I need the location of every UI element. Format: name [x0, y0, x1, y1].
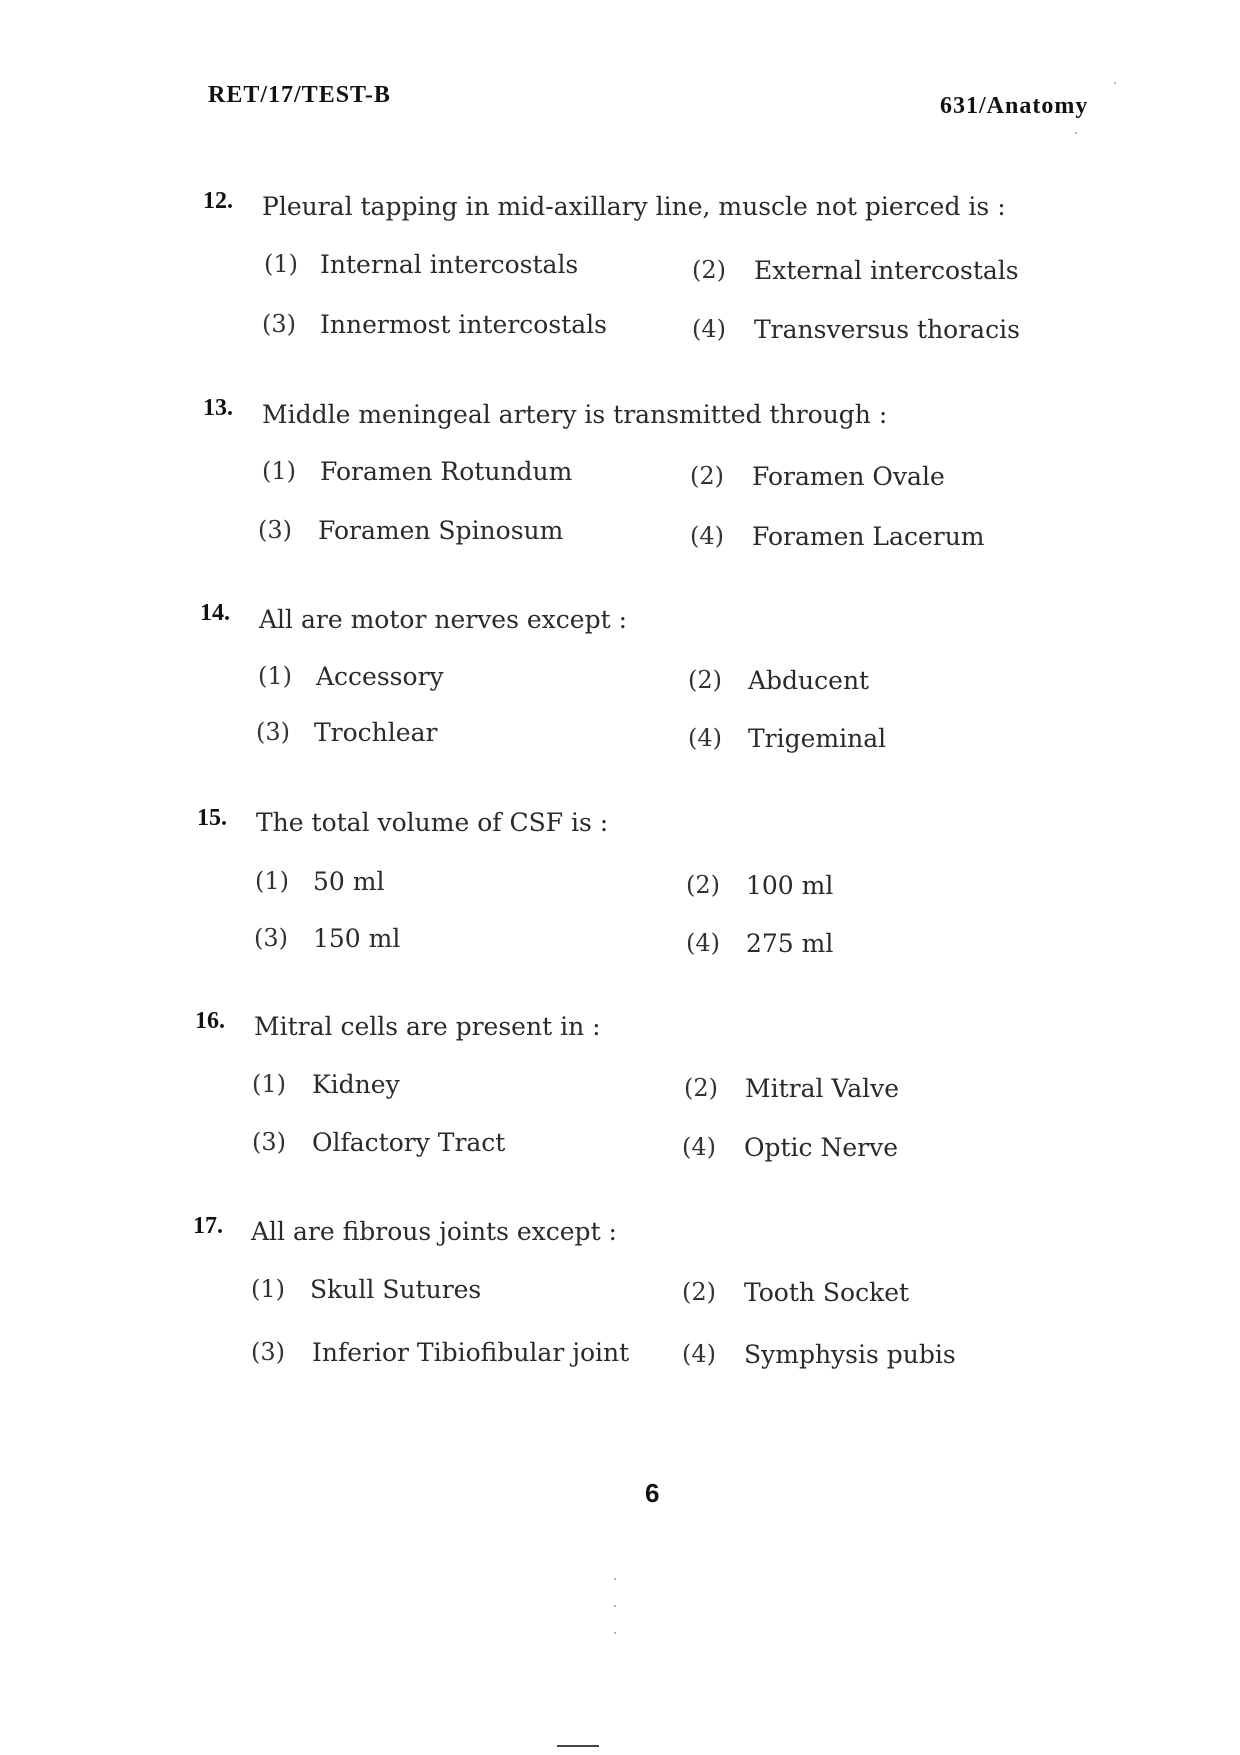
option-label: Tooth Socket	[744, 1278, 910, 1307]
option-label: 275 ml	[746, 929, 834, 958]
option-index: (4)	[682, 1133, 716, 1161]
question-number: 15.	[197, 805, 227, 831]
subject-label: 631/Anatomy	[940, 93, 1089, 119]
question-text: The total volume of CSF is :	[256, 808, 609, 837]
question-number: 13.	[203, 395, 233, 421]
option-index: (4)	[688, 724, 722, 752]
option-index: (3)	[254, 924, 288, 952]
option-index: (4)	[690, 522, 724, 550]
bottom-rule	[557, 1745, 599, 1747]
question-number: 12.	[203, 188, 233, 214]
option-index: (4)	[686, 929, 720, 957]
option-index: (1)	[255, 867, 289, 895]
option-index: (2)	[690, 462, 724, 490]
option-index: (2)	[692, 256, 726, 284]
option-index: (1)	[251, 1275, 285, 1303]
scan-speck	[614, 1605, 616, 1607]
option-index: (3)	[258, 516, 292, 544]
option-label: Olfactory Tract	[312, 1128, 506, 1157]
scan-speck	[1114, 82, 1116, 84]
option-label: Trochlear	[314, 718, 438, 747]
option-index: (1)	[262, 457, 296, 485]
option-label: Symphysis pubis	[744, 1340, 956, 1369]
question-number: 16.	[195, 1008, 225, 1034]
option-index: (3)	[252, 1128, 286, 1156]
option-index: (2)	[684, 1074, 718, 1102]
question-text: Middle meningeal artery is transmitted through :	[262, 400, 888, 429]
option-label: 50 ml	[313, 867, 385, 896]
question-text: All are fibrous joints except :	[251, 1217, 617, 1246]
option-label: Accessory	[316, 662, 444, 691]
option-index: (2)	[686, 871, 720, 899]
exam-code: RET/17/TEST-B	[208, 82, 391, 108]
question-text: Pleural tapping in mid-axillary line, muscle not pierced is :	[262, 192, 1006, 221]
option-label: Transversus thoracis	[754, 315, 1020, 344]
option-label: 150 ml	[313, 924, 401, 953]
option-index: (1)	[252, 1070, 286, 1098]
option-index: (4)	[692, 315, 726, 343]
option-index: (3)	[262, 310, 296, 338]
scan-speck	[614, 1578, 616, 1580]
question-number: 17.	[193, 1213, 223, 1239]
page-number: 6	[645, 1478, 660, 1508]
option-label: Inferior Tibiofibular joint	[312, 1338, 630, 1367]
option-label: 100 ml	[746, 871, 834, 900]
option-label: Foramen Spinosum	[318, 516, 564, 545]
option-index: (2)	[682, 1278, 716, 1306]
option-label: Optic Nerve	[744, 1133, 899, 1162]
option-label: External intercostals	[754, 256, 1019, 285]
option-label: Kidney	[312, 1070, 400, 1099]
option-label: Foramen Lacerum	[752, 522, 985, 551]
option-index: (3)	[256, 718, 290, 746]
option-label: Internal intercostals	[320, 250, 579, 279]
option-label: Skull Sutures	[310, 1275, 482, 1304]
option-label: Trigeminal	[748, 724, 887, 753]
option-index: (1)	[264, 250, 298, 278]
option-index: (4)	[682, 1340, 716, 1368]
option-index: (3)	[251, 1338, 285, 1366]
option-label: Foramen Ovale	[752, 462, 945, 491]
scan-speck	[614, 1632, 616, 1634]
question-number: 14.	[200, 600, 230, 626]
question-text: All are motor nerves except :	[259, 605, 627, 634]
option-index: (2)	[688, 666, 722, 694]
option-label: Abducent	[748, 666, 870, 695]
scan-speck	[1075, 132, 1077, 134]
option-label: Foramen Rotundum	[320, 457, 573, 486]
question-text: Mitral cells are present in :	[254, 1012, 601, 1041]
option-label: Mitral Valve	[745, 1074, 900, 1103]
option-label: Innermost intercostals	[320, 310, 607, 339]
option-index: (1)	[258, 662, 292, 690]
